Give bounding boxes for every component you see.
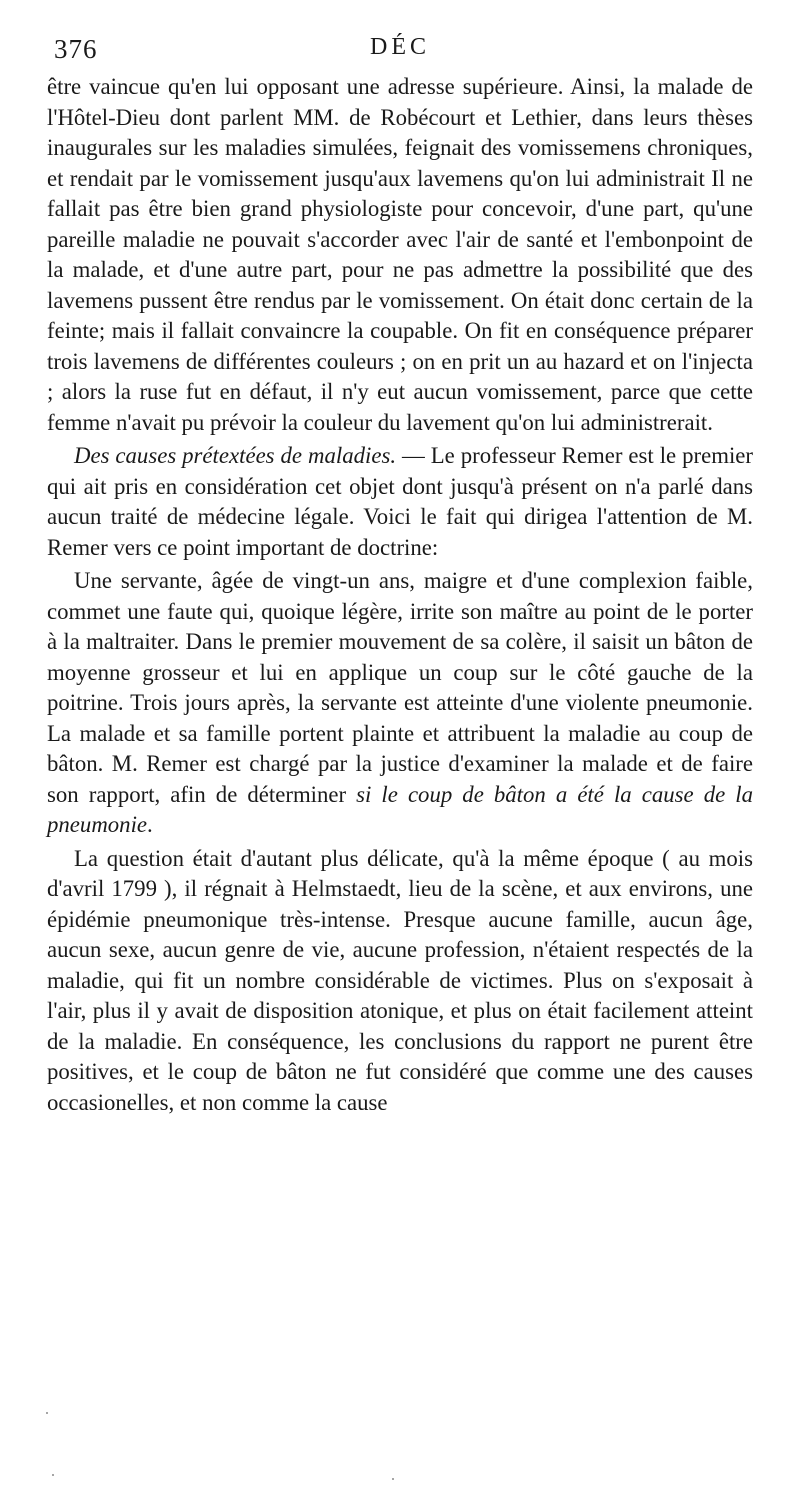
paragraph-text: Une servante, âgée de vingt-un ans, maigre et d'une complexion faible, commet une faute qui, quoique légère, irrite son maître au point de le porter à la maltraiter. Dans le premier mouvement de sa colère, il saisit un bâton de moyenne grosseur et lui en applique un coup sur le côté gauche de la poitrine. Trois jours après, la servante est atteinte d'une violente pneumonie. La malade et sa famille portent plainte et attribuent la maladie au coup de bâton. M. Remer est chargé par la justice d'examiner la malade et de faire son rapport, afin de déterminer [47,568,753,807]
page-number: 376 [54,34,98,64]
paragraph-end: . [147,812,153,837]
paragraph-epidemic [47,844,753,1119]
scan-speck [392,1478,394,1480]
paragraph-text: — Le professeur Remer est le premier qui ait pris en considération cet objet dont jusqu'à présent on n'a parlé dans aucun traité de médecine légale. Voici le fait qui dirigea l'attention de M. Remer vers ce point important de doctrine: [47,443,753,560]
italic-question: si le coup de bâton a été la cause de la pneumonie [47,781,753,837]
scan-speck [52,1474,54,1476]
paragraph-pretexted-causes [47,441,753,563]
page-body [47,72,753,1118]
paragraph-servant-case [47,566,753,841]
paragraph-text: La question était d'autant plus délicate, qu'à la même époque ( au mois d'avril 1799 ), il régnait à Helmstaedt, lieu de la scène, et aux environs, une épidémie pneumonique très-intense. Presque aucune famille, aucun âge, aucun sexe, aucun genre de vie, aucune profession, n'étaient respectés de la maladie, qui fit un nombre considérable de victimes. Plus on s'exposait à l'air, plus il y avait de disposition atonique, et plus on était facilement atteint de la maladie. En conséquence, les conclusions du rapport ne purent être positives, et le coup de bâton ne fut considéré que comme une des causes occasionelles, et non comme la cause [47,845,753,1115]
scan-speck [46,1412,48,1414]
page-header [44,30,756,70]
paragraph-text: être vaincue qu'en lui opposant une adresse supérieure. Ainsi, la malade de l'Hôtel-Dieu dont parlent MM. de Robécourt et Lethier, dans leurs thèses inaugurales sur les maladies simulées, feignait des vomissemens chroniques, et rendait par le vomissement jusqu'aux lavemens qu'on lui administrait Il ne fallait pas être bien grand physiologiste pour concevoir, d'une part, qu'une pareille maladie ne pouvait s'accorder avec l'air de santé et l'embonpoint de la malade, et d'une autre part, pour ne pas admettre la possibilité que des lavemens pussent être rendus par le vomissement. On était donc certain de la feinte; mais il fallait convaincre la coupable. On fit en conséquence préparer trois lavemens de différentes couleurs ; on en prit un au hazard et on l'injecta ; alors la ruse fut en défaut, il n'y eut aucun vomissement, parce que cette femme n'avait pu prévoir la couleur du lavement qu'on lui administrerait. [47,74,753,435]
running-head: DÉC [370,34,430,60]
section-heading-italic: Des causes prétextées de maladies. [74,443,397,468]
paragraph-vomissement-case [47,72,753,438]
